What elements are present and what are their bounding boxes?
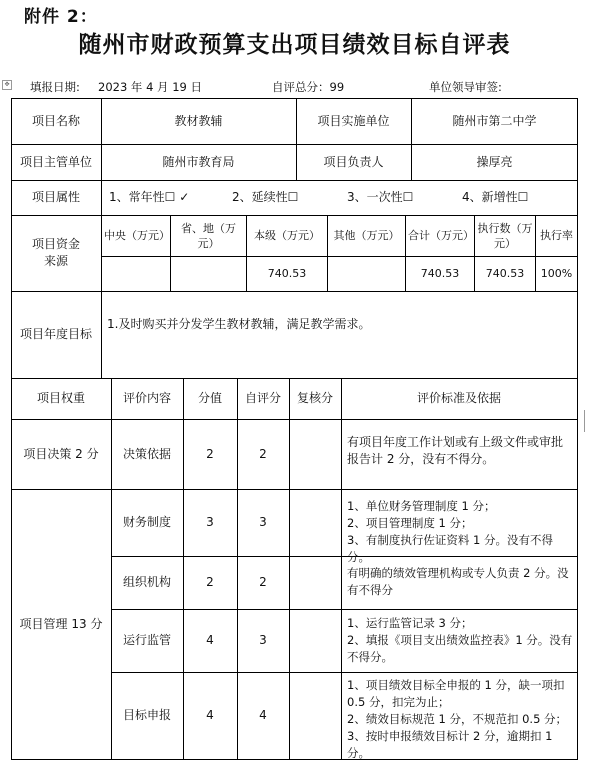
owner-value: 操厚亮 [476, 154, 513, 169]
supervisor-label: 项目主管单位 [19, 154, 92, 169]
criteria-line: 2、填报《项目支出绩效监控表》1 分。没有不得分。 [347, 633, 573, 664]
annual-goal-label: 项目年度目标 [19, 327, 92, 341]
leader-signoff-label: 单位领导审签: [429, 80, 502, 94]
row-score: 3 [206, 515, 214, 529]
page-title: 随州市财政预算支出项目绩效目标自评表 [78, 32, 511, 58]
funds-header-local: 本级（万元） [254, 229, 320, 242]
attr-label: 项目属性 [31, 190, 80, 204]
row-self-score: 3 [259, 633, 267, 647]
fill-date: 2023 年 4 月 19 日 [98, 80, 202, 94]
row-criteria [341, 672, 577, 759]
row-score: 4 [206, 708, 214, 722]
row-score: 2 [206, 446, 214, 461]
project-name-label: 项目名称 [31, 113, 80, 128]
margin-marker [584, 418, 589, 432]
row-review-score [289, 489, 341, 556]
row-criteria [341, 609, 577, 672]
attachment-label: 附件 2： [24, 7, 98, 27]
funds-header-other: 其他（万元） [333, 229, 400, 242]
group-decision-name: 项目决策 2 分 [23, 446, 99, 461]
table-anchor-icon[interactable]: ✥ [2, 80, 12, 90]
criteria-line: 2、绩效目标规范 1 分，不规范扣 0.5 分； [347, 712, 568, 726]
row-content: 组织机构 [122, 575, 171, 589]
criteria-line: 有明确的绩效管理机构或专人负责 2 分。没有不得分 [347, 566, 569, 597]
row-self-score: 2 [259, 575, 267, 589]
funds-value-total: 740.53 [420, 267, 460, 280]
row-content: 运行监管 [122, 633, 171, 647]
impl-unit-label: 项目实施单位 [317, 113, 390, 128]
attr-option-new[interactable]: 4、新增性☐ [462, 190, 529, 204]
row-content: 目标申报 [122, 708, 171, 722]
attr-option-perennial[interactable]: 1、常年性☐ ✓ [109, 190, 190, 204]
funds-value-rate: 100% [540, 267, 573, 280]
group-management-label: 项目管理 13 分 [19, 617, 103, 631]
annual-goal-text: 1.及时购买并分发学生教材教辅，满足教学需求。 [107, 317, 371, 331]
eval-header-self: 自评分 [244, 391, 281, 405]
row-self-score: 2 [259, 446, 267, 461]
funds-value-central [102, 256, 170, 291]
funds-header-rate: 执行率 [540, 229, 573, 242]
row-review-score [289, 609, 341, 672]
owner-label: 项目负责人 [323, 154, 384, 169]
criteria-line: 2、项目管理制度 1 分； [347, 516, 473, 530]
criteria-line: 1、项目绩效目标全申报的 1 分，缺一项扣 0.5 分，扣完为止； [347, 678, 565, 709]
funds-header-total: 合计（万元） [408, 229, 474, 242]
funds-source-label: 项目资金来源 [31, 237, 80, 268]
eval-header-weight: 项目权重 [36, 391, 85, 405]
total-score: 自评总分：99 [272, 80, 345, 94]
funds-header-central: 中央（万元） [104, 229, 170, 242]
impl-unit-value: 随州市第二中学 [452, 113, 537, 128]
supervisor-value: 随州市教育局 [162, 154, 235, 169]
group-management-name [11, 489, 111, 759]
eval-header-criteria: 评价标准及依据 [416, 391, 501, 405]
funds-value-province [171, 256, 246, 291]
funds-value-local: 740.53 [267, 267, 307, 280]
evaluation-table [11, 98, 578, 760]
funds-value-executed: 740.53 [485, 267, 525, 280]
funds-header-province: 省、地（万元） [181, 221, 236, 250]
row-criteria [341, 489, 577, 564]
row-content: 决策依据 [122, 446, 171, 461]
fill-date-label: 填报日期: [30, 80, 80, 94]
criteria-line: 1、运行监管记录 3 分； [347, 616, 473, 630]
row-review-score [289, 556, 341, 609]
eval-header-review: 复核分 [296, 391, 333, 405]
row-criteria [341, 419, 577, 489]
attr-option-continuing[interactable]: 2、延续性☐ [232, 190, 299, 204]
row-criteria [341, 556, 577, 609]
row-score: 2 [206, 575, 214, 589]
attr-option-onetime[interactable]: 3、一次性☐ [347, 190, 414, 204]
criteria-line: 3、有制度执行佐证资料 1 分。没有不得分。 [347, 533, 553, 564]
project-name-value: 教材教辅 [174, 113, 223, 128]
row-content: 财务制度 [122, 515, 171, 529]
funds-value-other [328, 256, 405, 291]
criteria-line: 有项目年度工作计划或有上级文件或审批报告计 2 分，没有不得分。 [347, 435, 564, 466]
row-review-score [289, 672, 341, 759]
criteria-line: 3、按时申报绩效目标计 2 分，逾期扣 1 分。 [347, 729, 553, 760]
row-review-score [289, 419, 341, 489]
row-self-score: 3 [259, 515, 267, 529]
criteria-line: 1、单位财务管理制度 1 分； [347, 499, 496, 513]
funds-header-executed: 执行数（万元） [477, 221, 533, 250]
eval-header-score: 分值 [197, 391, 222, 405]
row-self-score: 4 [259, 708, 267, 722]
eval-header-content: 评价内容 [122, 391, 171, 405]
row-score: 4 [206, 633, 214, 647]
